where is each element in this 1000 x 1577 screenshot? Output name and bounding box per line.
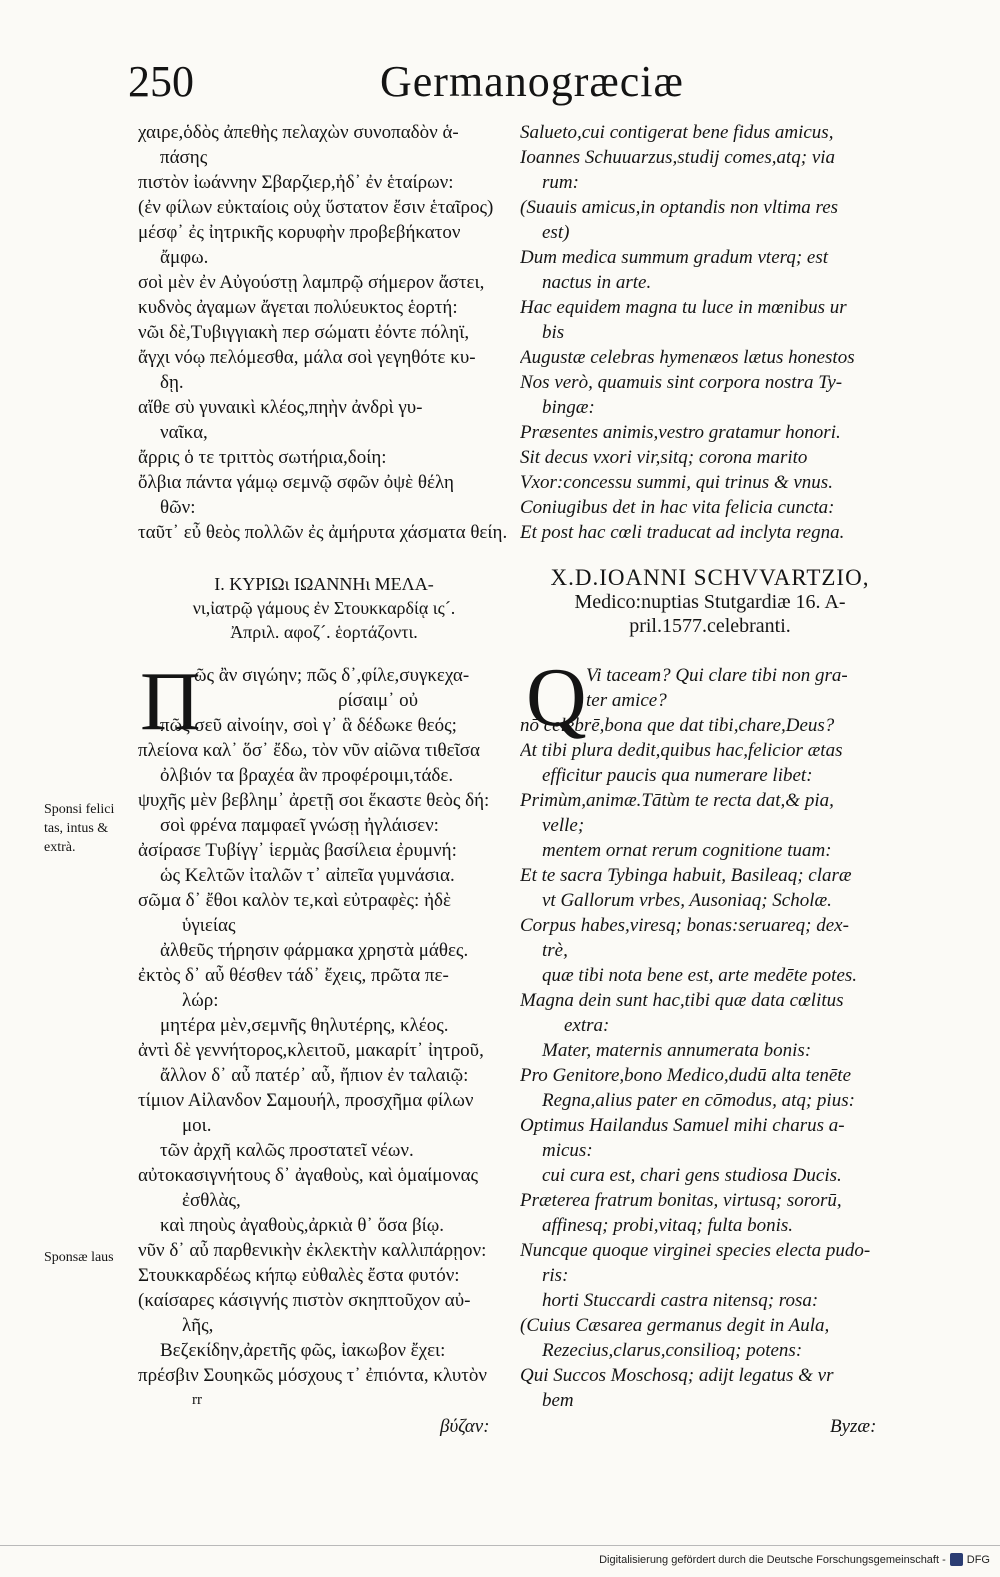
text-line: ter amice?: [586, 690, 667, 711]
page-number: 250: [128, 57, 194, 106]
text-line: vt Gallorum vrbes, Ausoniaq; Scholæ.: [542, 890, 832, 911]
catchword-latin: Byzæ:: [830, 1416, 877, 1437]
text-line: Præterea fratrum bonitas, virtusq; sororū,: [520, 1190, 842, 1211]
text-line: horti Stuccardi castra nitensq; rosa:: [542, 1290, 819, 1311]
text-line: bingæ:: [542, 397, 595, 418]
digitization-footer: [599, 1553, 990, 1566]
note-line: Sponsi felici: [44, 802, 115, 817]
margin-note-sponsi: [44, 800, 134, 857]
text-line: bis: [542, 322, 565, 343]
greek-poem-body: [138, 663, 510, 1388]
text-line: Βεζεκίδην,ἀρετῆς φῶς, ἰακωβον ἔχει:: [160, 1340, 446, 1361]
text-line: ἀλθεῦς τήρησιν φάρμακα χρηστὰ μάθες.: [160, 940, 469, 961]
text-line: ὀλβιόν τα βραχέα ἂν προφέροιμι,τάδε.: [160, 765, 454, 786]
text-line: velle;: [542, 815, 585, 836]
heading-line: Medico:nuptias Stutgardiæ 16. A-: [574, 591, 846, 613]
text-line: ἐκτὸς δ᾽ αὖ θέσθεν τάδ᾽ ἔχεις, πρῶτα πε-: [138, 965, 449, 986]
text-line: πρέσβιν Σουηκῶς μόσχους τ᾽ ἐπιόντα, κλυτὸν: [138, 1365, 487, 1386]
text-line: (καίσαρες κάσιγνής πιστὸν σκηπτοῦχον αὐ-: [138, 1290, 471, 1311]
latin-dedication-heading: [520, 566, 900, 638]
text-line: ἄλλον δ᾽ αὖ πατέρ᾽ αὖ, ἤπιον ἐν ταλαιῷ:: [160, 1065, 469, 1086]
text-line: σῶμα δ᾽ ἔθοι καλὸν τε,καὶ εὐτραφὲς: ἠδὲ: [138, 890, 451, 911]
text-line: ἄμφω.: [160, 247, 209, 268]
text-line: Nos verò, quamuis sint corpora nostra Ty-: [520, 372, 843, 393]
text-line: quæ tibi nota bene est, arte medēte potes.: [542, 965, 858, 986]
text-line: μέσφ᾽ ἐς ἰητρικῆς κορυφὴν προβεβήκατον: [138, 222, 461, 243]
text-line: νῦν δ᾽ αὖ παρθενικὴν ἐκλεκτὴν καλλιπάρῃον:: [138, 1240, 487, 1261]
dfg-logo-icon: [950, 1553, 963, 1566]
heading-line: pril.1577.celebranti.: [629, 615, 791, 637]
text-line: nactus in arte.: [542, 272, 652, 293]
text-line: χαιρε,ὁδὸς ἀπεθὴς πελαχὼν συνοπαδὸν ἁ-: [138, 122, 459, 143]
text-line: micus:: [542, 1140, 593, 1161]
text-line: Rezecius,clarus,consilioq; potens:: [542, 1340, 803, 1361]
text-line: nō celebrē,bona que dat tibi,chare,Deus?: [520, 715, 835, 736]
text-line: Στουκκαρδέως κήπῳ εὐθαλὲς ἔστα φυτόν:: [138, 1265, 460, 1286]
text-line: Coniugibus det in hac vita felicia cuncta:: [520, 497, 835, 518]
text-line: Et post hac cœli traducat ad inclyta regna.: [520, 522, 845, 543]
text-line: ἄγχι νόῳ πελόμεσθα, μάλα σοὶ γεγηθότε κυ-: [138, 347, 476, 368]
text-line: Mater, maternis annumerata bonis:: [542, 1040, 812, 1061]
text-line: Qui Succos Moschosq; adijt legatus & vr: [520, 1365, 834, 1386]
text-line: μητέρα μὲν,σεμνῆς θηλυτέρης, κλέος.: [160, 1015, 449, 1036]
text-line: πῶς σεῦ αἰνοίην, σοὶ γ᾽ ἃ δέδωκε θεός;: [160, 715, 457, 736]
text-line: bem: [542, 1390, 574, 1411]
page-header: [120, 52, 920, 112]
note-line: tas, intus &: [44, 821, 109, 836]
text-line: πιστὸν ἰωάννην Σβαρζιερ,ἠδ᾽ ἐν ἑταίρων:: [138, 172, 454, 193]
text-line: πάσης: [160, 147, 208, 168]
latin-poem-body: [520, 663, 890, 1413]
text-line: αἴθε σὺ γυναικὶ κλέος,πηὴν ἀνδρὶ γυ-: [138, 397, 423, 418]
text-line: affinesq; probi,vitaq; fulta bonis.: [542, 1215, 794, 1236]
text-line: extra:: [564, 1015, 610, 1036]
text-line: Primùm,animæ.Tātùm te recta dat,& pia,: [520, 790, 834, 811]
text-line: Dum medica summum gradum vterq; est: [520, 247, 828, 268]
text-line: ἐσθλὰς,: [182, 1190, 241, 1211]
note-line: Sponsæ laus: [44, 1250, 114, 1265]
footer-divider: [0, 1545, 1000, 1546]
text-line: ναῖκα,: [160, 422, 208, 443]
text-line: σοὶ μὲν ἐν Αὐγούστῃ λαμπρῷ σήμερον ἄστει,: [138, 272, 485, 293]
note-line: extrà.: [44, 840, 76, 855]
heading-line: Ἀπριλ. αφοζ´. ἑορτάζοντι.: [230, 622, 418, 642]
text-line: Magna dein sunt hac,tibi quæ data cœlitus: [520, 990, 844, 1011]
greek-drop-capital: Π: [140, 655, 201, 748]
text-line: Optimus Hailandus Samuel mihi charus a-: [520, 1115, 845, 1136]
text-line: At tibi plura dedit,quibus hac,felicior ætas: [520, 740, 843, 761]
text-line: (Cuius Cæsarea germanus degit in Aula,: [520, 1315, 830, 1336]
text-line: Et te sacra Tybinga habuit, Basileaq; claræ: [520, 865, 852, 886]
heading-line: νι,ἰατρῷ γάμους ἐν Στουκκαρδίᾳ ις´.: [192, 598, 456, 618]
text-line: λῆς,: [182, 1315, 214, 1336]
text-line: ris:: [542, 1265, 569, 1286]
text-line: (ἐν φίλων εὐκταίοις οὐχ ὕστατον ἔσιν ἑταῖρος): [138, 197, 494, 218]
text-line: ἀντὶ δὲ γεννήτορος,κλειτοῦ, μακαρίτ᾽ ἰητροῦ,: [138, 1040, 484, 1061]
text-line: σοὶ φρένα παμφαεῖ γνώσῃ ἠγλάισεν:: [160, 815, 439, 836]
text-line: mentem ornat rerum cognitione tuam:: [542, 840, 832, 861]
text-line: πλείονα καλ᾽ ὅσ᾽ ἔδω, τὸν νῦν αἰῶνα τιθεῖσα: [138, 740, 480, 761]
catchword-greek: βύζαν:: [440, 1416, 490, 1437]
text-line: Nuncque quoque virginei species electa pudo-: [520, 1240, 871, 1261]
text-line: ἄρρις ὁ τε τριττὸς σωτήρια,δοίη:: [138, 447, 387, 468]
text-line: est): [542, 222, 570, 243]
greek-dedication-heading: [138, 572, 510, 644]
text-line: ταῦτ᾽ εὖ θεὸς πολλῶν ἐς ἀμήρυτα χάσματα θείη.: [138, 522, 508, 543]
signature-mark: rr: [192, 1392, 202, 1408]
text-line: θῶν:: [160, 497, 196, 518]
text-line: ὄλβια πάντα γάμῳ σεμνῷ σφῶν ὀψὲ θέλη: [138, 472, 454, 493]
text-line: Augustæ celebras hymenæos lætus honestos: [520, 347, 855, 368]
text-line: ῶς ἂν σιγώην; πῶς δ᾽,φίλε,συγκεχα-: [194, 665, 470, 686]
text-line: (Suauis amicus,in optandis non vltima res: [520, 197, 839, 218]
text-line: ἀσίρασε Τυβίγγ᾽ ἱερμὰς βασίλεια ἐρυμνή:: [138, 840, 457, 861]
text-line: ρίσαιμ᾽ οὐ: [338, 690, 419, 711]
text-line: μοι.: [182, 1115, 212, 1136]
margin-note-sponsae: [44, 1248, 134, 1267]
text-line: καὶ πηοὺς ἀγαθοὺς,ἀρκιὰ θ᾽ ὅσα βίῳ.: [160, 1215, 445, 1236]
text-line: Hac equidem magna tu luce in mœnibus ur: [520, 297, 847, 318]
heading-line: X.D.IOANNI SCHVVARTZIO,: [550, 565, 870, 590]
footer-text: Digitalisierung gefördert durch die Deutsche Forschungsgemeinschaft -: [599, 1553, 946, 1566]
text-line: Vxor:concessu summi, qui trinus & vnus.: [520, 472, 833, 493]
text-line: δῃ.: [160, 372, 184, 393]
text-line: τίμιον Αἰλανδον Σαμουήλ, προσχῆμα φίλων: [138, 1090, 474, 1111]
text-line: τῶν ἀρχῆ καλῶς προστατεῖ νέων.: [160, 1140, 414, 1161]
text-line: Sit decus vxori vir,sitq; corona marito: [520, 447, 808, 468]
running-title: Germanogræciæ: [380, 57, 684, 106]
text-line: ψυχῆς μὲν βεβλημ᾽ ἀρετῇ σοι ἕκαστε θεὸς δή:: [138, 790, 490, 811]
text-line: Salueto,cui contigerat bene fidus amicus,: [520, 122, 834, 143]
latin-drop-capital: Q: [526, 651, 587, 744]
text-line: Regna,alius pater en cōmodus, atq; pius:: [542, 1090, 855, 1111]
text-line: λώρ:: [182, 990, 219, 1011]
latin-poem-top: [520, 120, 890, 545]
text-line: ὑγιείας: [182, 915, 236, 936]
text-line: Corpus habes,viresq; bonas:seruareq; dex-: [520, 915, 849, 936]
text-line: Ioannes Schuuarzus,studij comes,atq; via: [520, 147, 836, 168]
heading-line: Ι. ΚΥΡΙΩι ΙΩΑΝΝΗι ΜΕΛΑ-: [214, 574, 434, 594]
text-line: Vi taceam? Qui clare tibi non gra-: [586, 665, 848, 686]
text-line: κυδνὸς ἀγαμων ἄγεται πολύευκτος ἑορτή:: [138, 297, 458, 318]
text-line: efficitur paucis qua numerare libet:: [542, 765, 813, 786]
text-line: αὐτοκασιγνήτους δ᾽ ἀγαθοὺς, καὶ ὁμαίμονας: [138, 1165, 479, 1186]
text-line: trè,: [542, 940, 568, 961]
text-line: rum:: [542, 172, 579, 193]
greek-poem-top: [138, 120, 510, 545]
text-line: cui cura est, chari gens studiosa Ducis.: [542, 1165, 842, 1186]
text-line: νῶι δὲ,Τυβιγγιακὴ περ σώματι ἐόντε πόληϊ,: [138, 322, 470, 343]
text-line: ὡς Κελτῶν ἰταλῶν τ᾽ αἰπεῖα γυμνάσια.: [160, 865, 455, 886]
dfg-logo-text: DFG: [966, 1553, 990, 1566]
text-line: Præsentes animis,vestro gratamur honori.: [520, 422, 841, 443]
text-line: Pro Genitore,bono Medico,dudū alta tenēte: [520, 1065, 852, 1086]
